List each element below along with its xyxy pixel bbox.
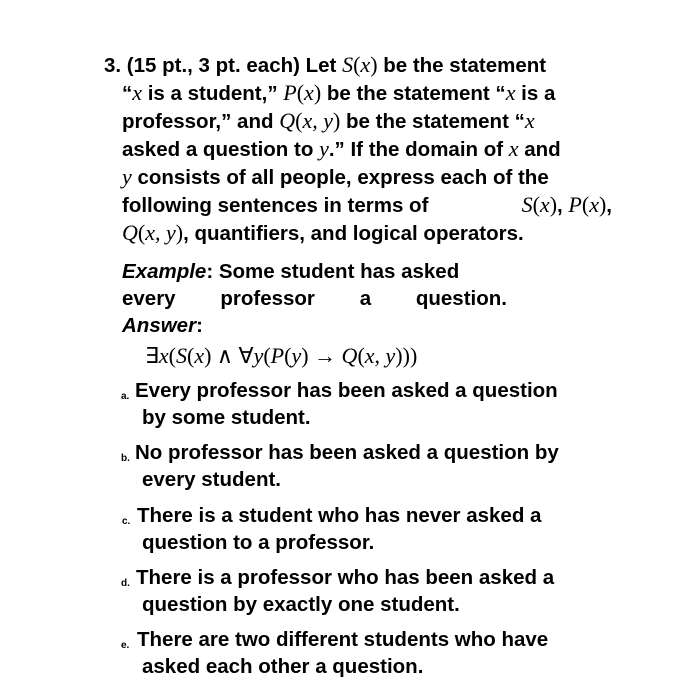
- answer-line: Answer:: [122, 314, 203, 337]
- item-line-2: asked each other a question.: [142, 655, 424, 678]
- answer-label: Answer: [122, 314, 197, 337]
- item-marker: a.: [121, 391, 130, 402]
- item-line-2: question to a professor.: [142, 531, 375, 554]
- example-text: : Some student has asked: [206, 260, 460, 283]
- statement-text: 3. (15 pt., 3 pt. each) Let S(x) be the statement: [104, 52, 547, 77]
- item-line-1: There are two different students who have: [137, 628, 549, 651]
- answer-formula: ∃x(S(x) ∧ ∀y(P(y) → Q(x, y))): [145, 343, 418, 368]
- statement-line-6: following sentences in terms of S(x), P(x),: [122, 192, 612, 217]
- example-label: Example: [122, 260, 207, 283]
- example-line-2: every professor a question.: [122, 287, 507, 310]
- item-line-2: question by exactly one student.: [142, 593, 460, 616]
- item-marker: d.: [121, 578, 130, 589]
- statement-line-1: [104, 51, 612, 80]
- statement-line-3: professor,” and Q(x, y) be the statement “x: [122, 108, 535, 133]
- statement-line-5: y consists of all people, express each of the: [122, 164, 549, 189]
- statement-line-7: Q(x, y), quantifiers, and logical operators.: [122, 220, 524, 245]
- example-line-1: [122, 258, 459, 286]
- item-line-1: There is a professor who has been asked a: [136, 566, 555, 589]
- item-marker: c.: [122, 516, 131, 527]
- item-line-1: There is a student who has never asked a: [137, 504, 542, 527]
- item-marker: e.: [121, 640, 130, 651]
- item-line-2: every student.: [142, 468, 281, 491]
- item-marker: b.: [121, 453, 130, 464]
- statement-line-4: asked a question to y.” If the domain of x and: [122, 136, 561, 161]
- item-line-2: by some student.: [142, 406, 311, 429]
- item-line-1: No professor has been asked a question by: [135, 441, 559, 464]
- item-line-1: Every professor has been asked a question: [135, 379, 558, 402]
- statement-line-2: “x is a student,” P(x) be the statement “x is a: [122, 80, 556, 105]
